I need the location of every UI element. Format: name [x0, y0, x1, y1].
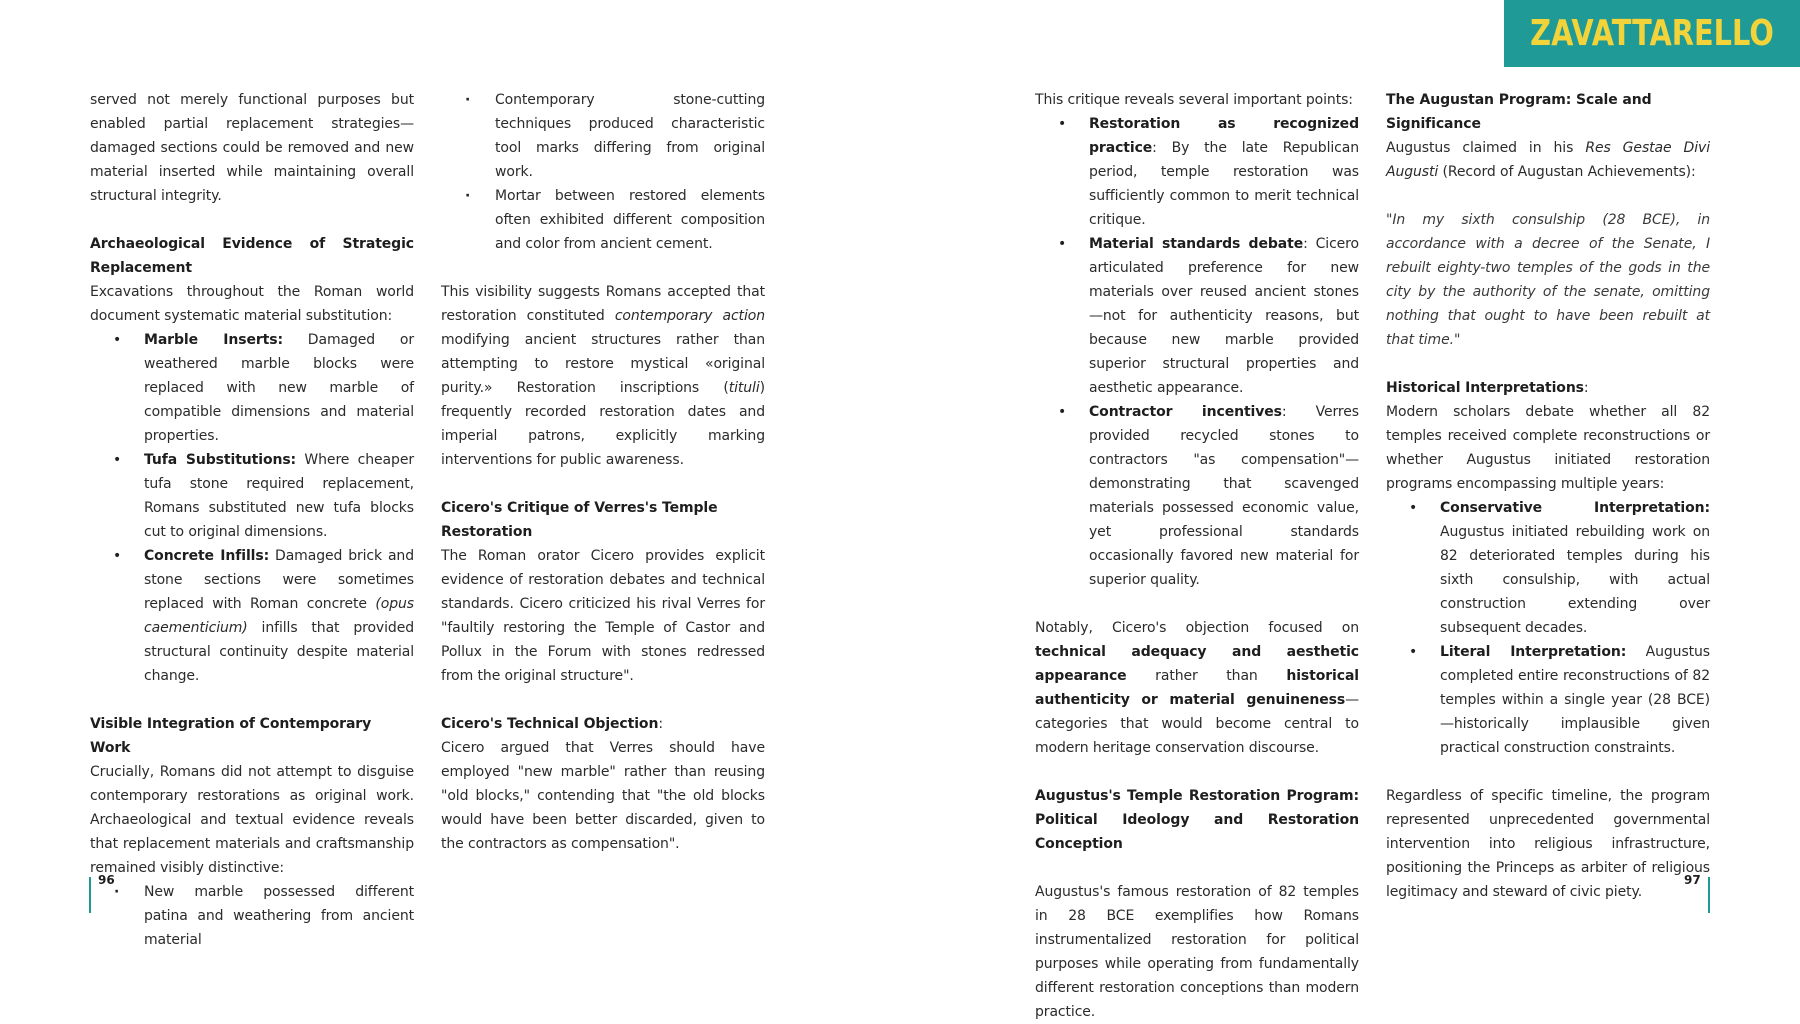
list-item: · Mortar between restored elements often exhibited different composition and color from ancient cement. — [441, 184, 765, 256]
paragraph: Modern scholars debate whether all 82 temples received complete reconstructions or whether Augustus initiated restoration programs encompassing multiple years: — [1386, 404, 1710, 492]
bullet-list — [441, 88, 765, 256]
section-heading-line: Historical Interpretations: — [1386, 380, 1589, 396]
page-rule-left — [89, 877, 91, 913]
paragraph: This critique reveals several important points: — [1035, 92, 1353, 108]
brand-title: ZAVATTARELLO — [1530, 13, 1774, 54]
list-item: · New marble possessed different patina and weathering from ancient material — [90, 880, 414, 952]
column-4 — [1386, 88, 1710, 904]
section-heading: Cicero's Technical Objection — [441, 716, 659, 732]
column-3 — [1035, 88, 1359, 1024]
list-item: · Contemporary stone-cutting techniques produced characteristic tool marks differing from original work. — [441, 88, 765, 184]
page-number-left: 96 — [98, 873, 115, 887]
section-heading: The Augustan Program: Scale and Significance — [1386, 92, 1652, 132]
section-heading: Cicero's Critique of Verres's Temple Restoration — [441, 500, 718, 540]
bullet-list — [90, 328, 414, 688]
section-heading: Augustus's Temple Restoration Program: Political Ideology and Restoration Conception — [1035, 788, 1359, 852]
paragraph: Crucially, Romans did not attempt to disguise contemporary restorations as original work. Archaeological and textual evidence reveals that replacement materials and craftsmanship remained visibly distinctive: — [90, 764, 414, 876]
list-item: • Conservative Interpretation: Augustus initiated rebuilding work on 82 deteriorated temples during his sixth consulship, with actual construction extending over subsequent decades. — [1386, 496, 1710, 640]
paragraph: Notably, Cicero's objection focused on technical adequacy and aesthetic appearance rather than historical authenticity or material genuineness—categories that would become central to modern heritage conservation discourse. — [1035, 620, 1359, 756]
column-1 — [90, 88, 414, 952]
paragraph: Augustus claimed in his Res Gestae Divi Augusti (Record of Augustan Achievements): — [1386, 140, 1710, 180]
paragraph: Augustus's famous restoration of 82 temples in 28 BCE exemplifies how Romans instrumentalized restoration for political purposes while operating from fundamentally different restoration conceptions than modern practice. — [1035, 884, 1359, 1020]
block-quote: "In my sixth consulship (28 BCE), in accordance with a decree of the Senate, I rebuilt eighty-two temples of the gods in the city by the authority of the senate, omitting nothing that ought to have been rebuilt at that time." — [1386, 212, 1710, 348]
paragraph: This visibility suggests Romans accepted that restoration constituted contemporary action modifying ancient structures rather than attempting to restore mystical «original purity.» Restoration inscriptions (tituli) frequently recorded restoration dates and imperial patrons, explicitly marking interventions for public awareness. — [441, 284, 765, 468]
page-number-right: 97 — [1684, 873, 1701, 887]
list-item: • Tufa Substitutions: Where cheaper tufa stone required replacement, Romans substituted new tufa blocks cut to original dimensions. — [90, 448, 414, 544]
bullet-list — [90, 880, 414, 952]
paragraph: Regardless of specific timeline, the program represented unprecedented governmental intervention into religious infrastructure, positioning the Princeps as arbiter of religious legitimacy and steward of civic piety. — [1386, 788, 1710, 900]
section-heading-line: Cicero's Technical Objection: — [441, 716, 663, 732]
list-item: • Concrete Infills: Damaged brick and stone sections were sometimes replaced with Roman concrete (opus caementicium) infills that provided structural continuity despite material change. — [90, 544, 414, 688]
section-heading: Archaeological Evidence of Strategic Replacement — [90, 236, 414, 276]
paragraph: Excavations throughout the Roman world document systematic material substitution: — [90, 284, 414, 324]
list-item: • Material standards debate: Cicero articulated preference for new materials over reused ancient stones—not for authenticity reasons, but because new marble provided superior structural properties and aesthetic appearance. — [1035, 232, 1359, 400]
list-item: • Restoration as recognized practice: By the late Republican period, temple restoration was sufficiently common to merit technical critique. — [1035, 112, 1359, 232]
section-heading: Visible Integration of Contemporary Work — [90, 716, 372, 756]
paragraph: The Roman orator Cicero provides explicit evidence of restoration debates and technical standards. Cicero criticized his rival Verres for "faultily restoring the Temple of Castor and Pollux in the Forum with stones redressed from the original structure". — [441, 548, 765, 684]
bullet-list — [1386, 496, 1710, 760]
column-2 — [441, 88, 765, 856]
paragraph: Cicero argued that Verres should have employed "new marble" rather than reusing "old blocks," contending that "the old blocks would have been better discarded, given to the contractors as compensation". — [441, 740, 765, 852]
bullet-list — [1035, 112, 1359, 592]
list-item: • Contractor incentives: Verres provided recycled stones to contractors "as compensation"—demonstrating that scavenged materials possessed economic value, yet professional standards occasionally favored new material for superior quality. — [1035, 400, 1359, 592]
paragraph: served not merely functional purposes but enabled partial replacement strategies—damaged sections could be removed and new material inserted while maintaining overall structural integrity. — [90, 92, 414, 204]
list-item: • Marble Inserts: Damaged or weathered marble blocks were replaced with new marble of compatible dimensions and material properties. — [90, 328, 414, 448]
page-rule-right — [1708, 877, 1710, 913]
list-item: • Literal Interpretation: Augustus completed entire reconstructions of 82 temples within a single year (28 BCE)—historically implausible given practical construction constraints. — [1386, 640, 1710, 760]
brand-header — [1504, 0, 1800, 67]
section-heading: Historical Interpretations — [1386, 380, 1584, 396]
